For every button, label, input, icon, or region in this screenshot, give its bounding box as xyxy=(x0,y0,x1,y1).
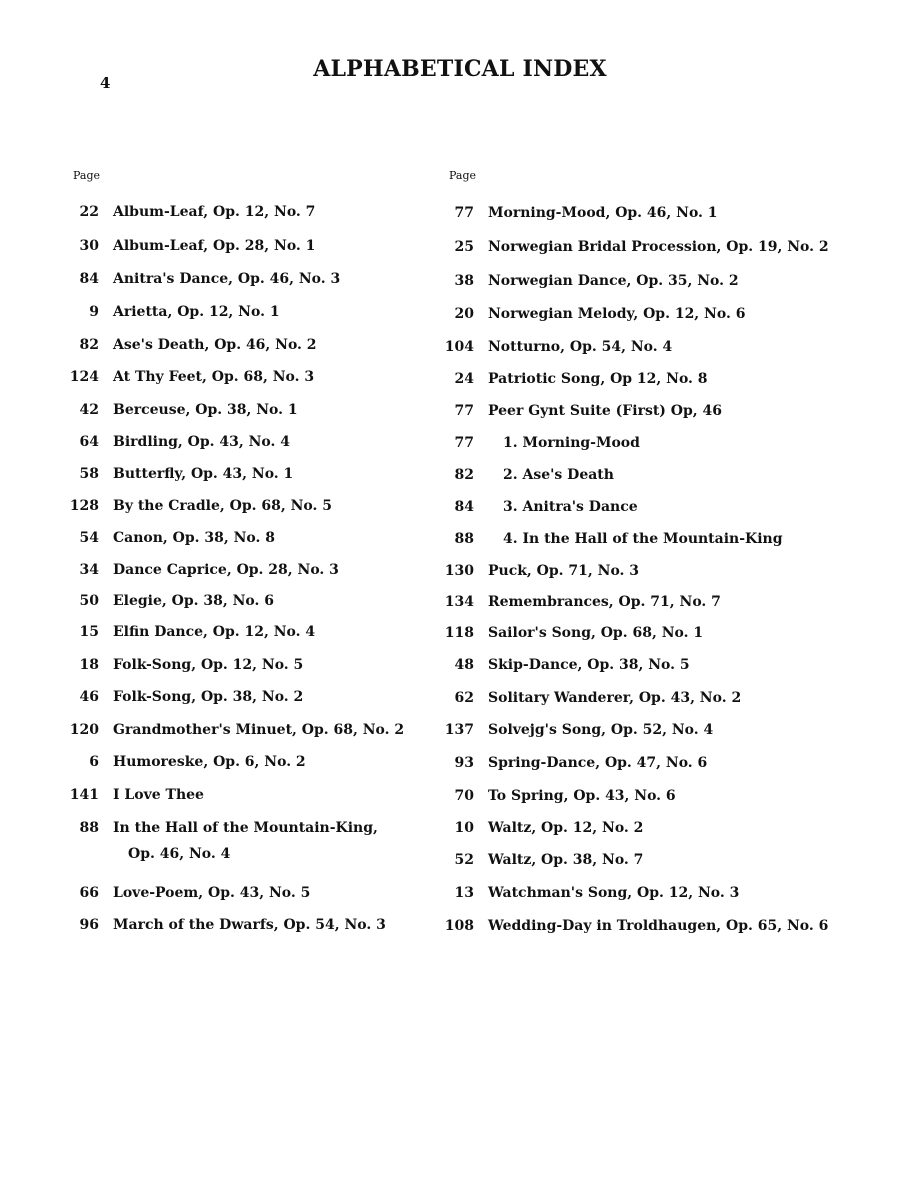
entry-title: Puck, Op. 71, No. 3 xyxy=(488,563,640,579)
entry-title: 3. Anitra's Dance xyxy=(503,499,638,515)
entry-page: 77 xyxy=(454,435,474,451)
entry-title: Anitra's Dance, Op. 46, No. 3 xyxy=(113,271,341,287)
entry-page: 84 xyxy=(454,499,474,515)
entry-page: 128 xyxy=(69,498,99,514)
entry-page: 130 xyxy=(444,563,474,579)
entry-page: 22 xyxy=(79,204,99,220)
entry-page: 38 xyxy=(454,273,474,289)
entry-title: Sailor's Song, Op. 68, No. 1 xyxy=(488,625,704,641)
entry-title: To Spring, Op. 43, No. 6 xyxy=(488,788,676,804)
entry-page: 50 xyxy=(79,593,99,609)
entry-page: 66 xyxy=(79,885,99,901)
entry-page: 25 xyxy=(454,239,474,255)
entry-page: 120 xyxy=(69,722,99,738)
entry-page: 88 xyxy=(454,531,474,547)
entry-page: 6 xyxy=(89,754,99,770)
entry-page: 13 xyxy=(454,885,474,901)
right-column-page-header: Page xyxy=(449,169,477,182)
entry-title: Ase's Death, Op. 46, No. 2 xyxy=(113,337,317,353)
entry-title: Norwegian Dance, Op. 35, No. 2 xyxy=(488,273,739,289)
entry-page: 141 xyxy=(69,787,99,803)
entry-title: Folk-Song, Op. 12, No. 5 xyxy=(113,657,304,673)
entry-title: Remembrances, Op. 71, No. 7 xyxy=(488,594,721,610)
entry-page: 64 xyxy=(79,434,99,450)
entry-title: March of the Dwarfs, Op. 54, No. 3 xyxy=(113,917,386,933)
entry-page: 58 xyxy=(79,466,99,482)
entry-page: 104 xyxy=(444,339,474,355)
entry-page: 96 xyxy=(79,917,99,933)
entry-title: Dance Caprice, Op. 28, No. 3 xyxy=(113,562,339,578)
entry-title: Album-Leaf, Op. 28, No. 1 xyxy=(113,238,316,254)
page-title: ALPHABETICAL INDEX xyxy=(313,56,607,82)
entry-page: 15 xyxy=(79,624,99,640)
entry-title: Butterfly, Op. 43, No. 1 xyxy=(113,466,294,482)
entry-page: 124 xyxy=(69,369,99,385)
entry-title: Spring-Dance, Op. 47, No. 6 xyxy=(488,755,708,771)
entry-page: 82 xyxy=(79,337,99,353)
entry-page: 20 xyxy=(454,306,474,322)
entry-title: Waltz, Op. 38, No. 7 xyxy=(488,852,644,868)
entry-title: Peer Gynt Suite (First) Op, 46 xyxy=(488,403,723,419)
left-column-page-header: Page xyxy=(73,169,101,182)
entry-title: Waltz, Op. 12, No. 2 xyxy=(488,820,644,836)
page-number: 4 xyxy=(100,74,111,92)
entry-title: Love-Poem, Op. 43, No. 5 xyxy=(113,885,311,901)
entry-title: In the Hall of the Mountain-King, xyxy=(113,820,378,836)
entry-title: 2. Ase's Death xyxy=(503,467,614,483)
entry-page: 34 xyxy=(79,562,99,578)
entry-title: Birdling, Op. 43, No. 4 xyxy=(113,434,291,450)
entry-page: 10 xyxy=(454,820,474,836)
entry-title: Notturno, Op. 54, No. 4 xyxy=(488,339,673,355)
entry-title: Elegie, Op. 38, No. 6 xyxy=(113,593,274,609)
entry-page: 24 xyxy=(454,371,474,387)
entry-title: Grandmother's Minuet, Op. 68, No. 2 xyxy=(113,722,405,738)
entry-title: 1. Morning-Mood xyxy=(503,435,640,451)
entry-title: Watchman's Song, Op. 12, No. 3 xyxy=(488,885,740,901)
entry-page: 46 xyxy=(79,689,99,705)
entry-title: Skip-Dance, Op. 38, No. 5 xyxy=(488,657,690,673)
entry-title: I Love Thee xyxy=(113,787,204,803)
entry-page: 82 xyxy=(454,467,474,483)
entry-title: Solvejg's Song, Op. 52, No. 4 xyxy=(488,722,714,738)
entry-page: 9 xyxy=(89,304,99,320)
entry-page: 88 xyxy=(79,820,99,836)
entry-page: 30 xyxy=(79,238,99,254)
entry-title: Norwegian Bridal Procession, Op. 19, No. 2 xyxy=(488,239,829,255)
entry-page: 118 xyxy=(444,625,474,641)
entry-page: 108 xyxy=(444,918,474,934)
entry-title: Berceuse, Op. 38, No. 1 xyxy=(113,402,298,418)
entry-title: 4. In the Hall of the Mountain-King xyxy=(503,531,783,547)
entry-title: Wedding-Day in Troldhaugen, Op. 65, No. 6 xyxy=(488,918,829,934)
entry-page: 54 xyxy=(79,530,99,546)
entry-page: 77 xyxy=(454,403,474,419)
entry-page: 134 xyxy=(444,594,474,610)
entry-page: 42 xyxy=(79,402,99,418)
entry-page: 48 xyxy=(454,657,474,673)
entry-title: Folk-Song, Op. 38, No. 2 xyxy=(113,689,304,705)
entry-title: Solitary Wanderer, Op. 43, No. 2 xyxy=(488,690,742,706)
entry-page: 77 xyxy=(454,205,474,221)
entry-title: Humoreske, Op. 6, No. 2 xyxy=(113,754,306,770)
entry-page: 70 xyxy=(454,788,474,804)
entry-page: 84 xyxy=(79,271,99,287)
entry-page: 137 xyxy=(444,722,474,738)
entry-continuation: Op. 46, No. 4 xyxy=(128,846,231,862)
entry-title: Album-Leaf, Op. 12, No. 7 xyxy=(113,204,316,220)
entry-title: Norwegian Melody, Op. 12, No. 6 xyxy=(488,306,746,322)
entry-title: By the Cradle, Op. 68, No. 5 xyxy=(113,498,332,514)
entry-title: Canon, Op. 38, No. 8 xyxy=(113,530,275,546)
entry-page: 52 xyxy=(454,852,474,868)
entry-title: At Thy Feet, Op. 68, No. 3 xyxy=(113,369,315,385)
entry-title: Patriotic Song, Op 12, No. 8 xyxy=(488,371,708,387)
entry-title: Morning-Mood, Op. 46, No. 1 xyxy=(488,205,718,221)
entry-page: 18 xyxy=(79,657,99,673)
entry-page: 62 xyxy=(454,690,474,706)
entry-title: Arietta, Op. 12, No. 1 xyxy=(113,304,280,320)
entry-title: Elfin Dance, Op. 12, No. 4 xyxy=(113,624,316,640)
entry-page: 93 xyxy=(454,755,474,771)
